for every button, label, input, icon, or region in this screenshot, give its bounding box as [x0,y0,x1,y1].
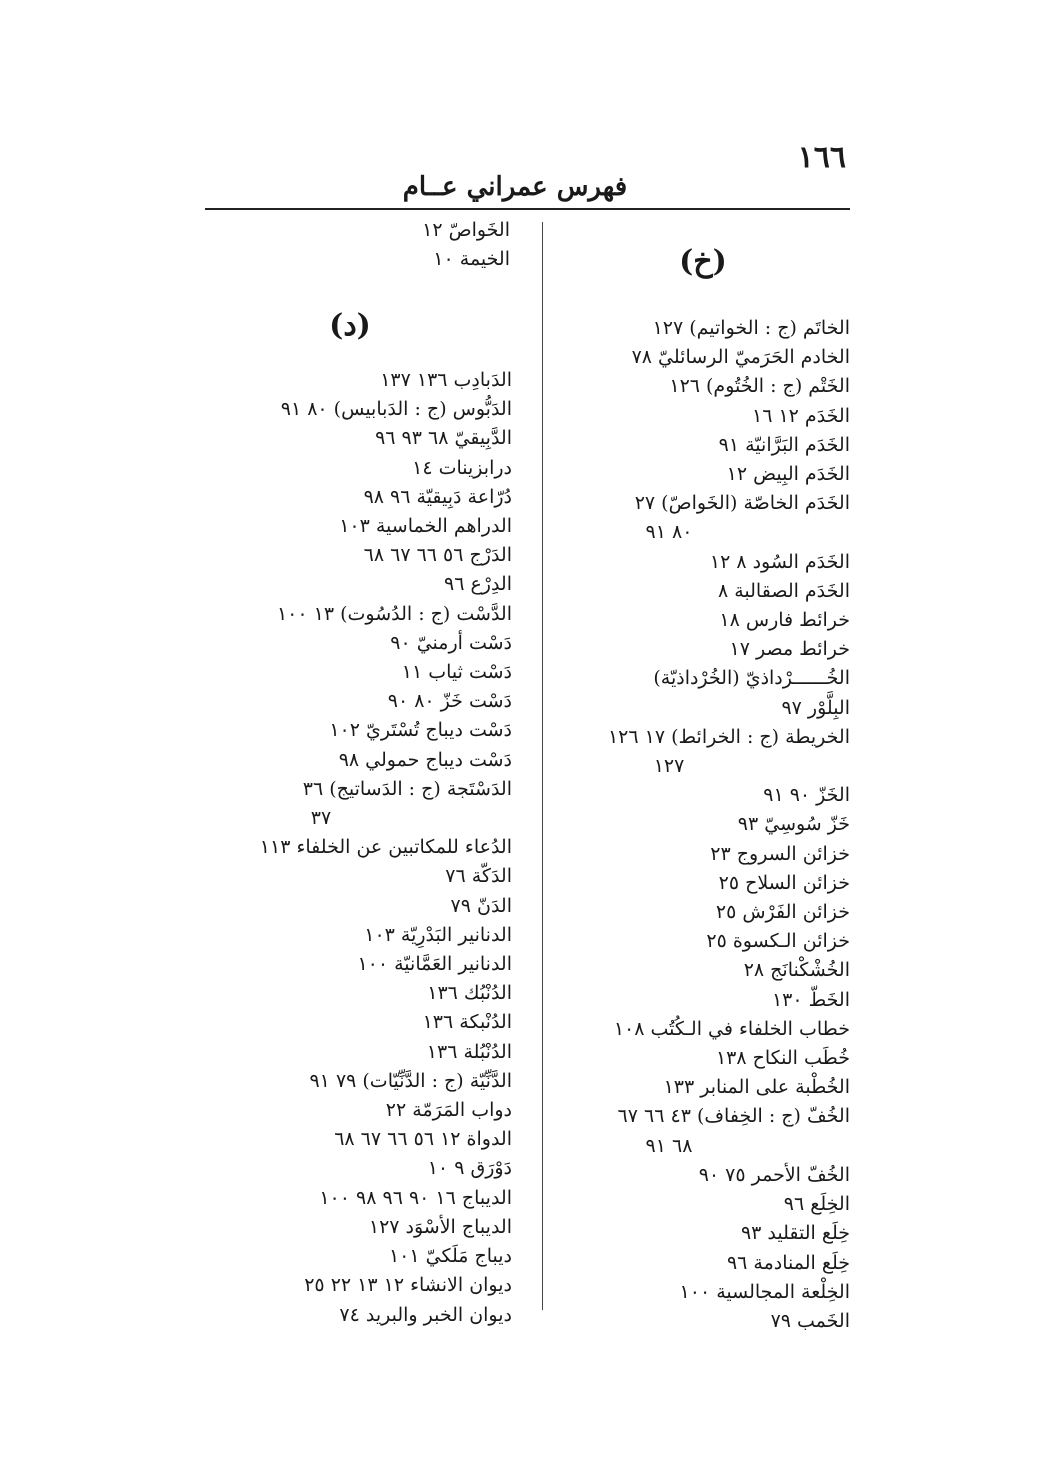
index-entry: الخَواصّ ١٢ [422,219,510,241]
page-number: ١٦٦ [797,140,846,175]
index-entry: خرائط فارس ١٨ [719,609,850,632]
index-entry: الخادم الحَرَميّ الرسائليّ ٧٨ [631,346,850,369]
index-entry: الدَرْج ٥٦ ٦٦ ٦٧ ٦٨ [363,544,512,567]
index-entry: الخُفّ (ج : الخِفاف) ٤٣ ٦٦ ٦٧ [617,1105,850,1128]
index-entry: الخَدَم ١٢ ١٦ [752,404,850,427]
index-entry: الخَمب ٧٩ [770,1309,850,1332]
header-rule [205,208,850,210]
index-entry: دَسْت خَزّ ٨٠ ٩٠ [387,690,512,713]
index-entry: ٦٨ ٩١ [645,1134,693,1157]
index-entry: الدَسْتَجة (ج : الدَساتيج) ٣٦ [302,777,512,800]
index-entry: خزائن الفَرْش ٢٥ [715,901,850,924]
index-entry: ديوان الخبر والبريد ٧٤ [339,1303,512,1326]
index-entry: خَزّ سُوسِيّ ٩٣ [737,813,850,836]
index-entry: الدُنْبُلة ١٣٦ [426,1040,512,1063]
index-entry: الخَدَم البِيض ١٢ [726,463,850,486]
index-entry: الدَّنِّيّة (ج : الدَّنِّيّات) ٧٩ ٩١ [309,1069,512,1092]
index-entry: الخيمة ١٠ [433,248,510,271]
index-entry: ٣٧ [310,807,332,830]
index-entry: الدَكّة ٧٦ [445,865,512,888]
index-entry: الدَّبِيقيّ ٦٨ ٩٣ ٩٦ [375,427,512,450]
index-entry: الدواة ١٢ ٥٦ ٦٦ ٦٧ ٦٨ [334,1128,512,1151]
page-title: فهرس عمراني عــام [402,172,628,202]
index-entry: خطاب الخلفاء في الـكُتُب ١٠٨ [613,1017,850,1040]
index-entry: الدَنّ ٧٩ [450,894,512,917]
index-entry: الخَدَم البَرَّانيّة ٩١ [718,433,850,456]
index-entry: دَسْت ثياب ١١ [401,661,512,684]
right-column [558,314,850,1336]
index-entry: الدنانير البَدْرِيّة ١٠٣ [364,923,512,946]
index-entry: الخَتْم (ج : الخُتُوم) ١٢٦ [669,375,850,398]
index-entry: خِلَع المنادمة ٩٦ [726,1251,850,1274]
index-entry: الدُنْبكة ١٣٦ [422,1011,512,1034]
left-column [200,366,512,1330]
index-entry: الدنانير العَمَّانيّة ١٠٠ [357,953,512,976]
index-entry: الدَبادِب ١٣٦ ١٣٧ [380,369,512,391]
index-entry: الخِلَع ٩٦ [783,1193,850,1216]
index-entry: دواب المَرَمّة ٢٢ [385,1099,512,1122]
index-entry: الدِرْع ٩٦ [443,573,512,596]
index-entry: الخَدَم الخاصّة (الخَواصّ) ٢٧ [634,492,850,515]
index-entry: دَسْت ديباج تُسْتَريّ ١٠٢ [329,719,512,742]
index-entry: الخَطّ ١٣٠ [771,988,850,1011]
index-entry: ديوان الانشاء ١٢ ١٣ ٢٢ ٢٥ [304,1274,512,1297]
index-entry: خُطَب النكاح ١٣٨ [715,1047,850,1070]
index-entry: الدَبُّوس (ج : الدَبابيس) ٨٠ ٩١ [280,398,512,421]
index-entry: الخَدَم السُود ٨ ١٢ [709,550,850,573]
index-entry: ١٢٧ [653,755,685,778]
index-entry: دَوْرَق ٩ ١٠ [427,1157,512,1180]
index-entry: الخُــــــرْداذيّ (الخُرْداذيّة) [653,667,850,690]
index-entry: خرائط مصر ١٧ [729,638,850,661]
section-heading-kha: (خ) [679,244,727,279]
index-entry: الديباج ١٦ ٩٠ ٩٦ ٩٨ ١٠٠ [319,1186,512,1209]
index-entry: ديباج مَلَكيّ ١٠١ [388,1245,512,1268]
index-entry: دُرّاعة دَبِيقيّة ٩٦ ٩٨ [363,485,512,508]
index-entry: الخُفّ الأحمر ٧٥ ٩٠ [698,1163,850,1186]
index-entry: الخَدَم الصقالبة ٨ [717,579,850,602]
index-entry: خزائن السلاح ٢٥ [718,871,850,894]
index-entry: البِلَّوْر ٩٧ [781,696,850,719]
column-divider [542,222,543,1310]
index-entry: الخِلْعة المجالسية ١٠٠ [679,1280,850,1303]
index-entry: الدُنْبُك ١٣٦ [427,982,512,1005]
index-entry: ٨٠ ٩١ [645,521,693,544]
index-entry: الدراهم الخماسية ١٠٣ [339,515,512,538]
index-entry: الخاتَم (ج : الخواتيم) ١٢٧ [652,317,850,339]
index-entry: الدَّسْت (ج : الدُسُوت) ١٣ ١٠٠ [276,602,512,625]
index-entry: الخُطْبة على المنابر ١٣٣ [663,1076,850,1099]
index-entry: الخَزّ ٩٠ ٩١ [763,784,850,807]
index-entry: خزائن الـكسوة ٢٥ [706,930,850,953]
index-entry: خِلَع التقليد ٩٣ [740,1222,850,1245]
section-heading-dal: (د) [329,308,371,343]
index-entry: خزائن السروج ٢٣ [710,842,850,865]
index-entry: دَسْت ديباج حمولي ٩٨ [338,748,512,771]
index-entry: الخُشْكْنانَج ٢٨ [743,959,850,982]
index-entry: الخريطة (ج : الخرائط) ١٧ ١٢٦ [607,725,850,748]
index-entry: درابزينات ١٤ [412,456,512,479]
index-entry: الدُعاء للمكاتبين عن الخلفاء ١١٣ [259,836,512,859]
left-column-top [200,216,510,274]
index-entry: الديباج الأسْوَد ١٢٧ [368,1215,512,1238]
index-entry: دَسْت أرمنيّ ٩٠ [390,631,512,654]
